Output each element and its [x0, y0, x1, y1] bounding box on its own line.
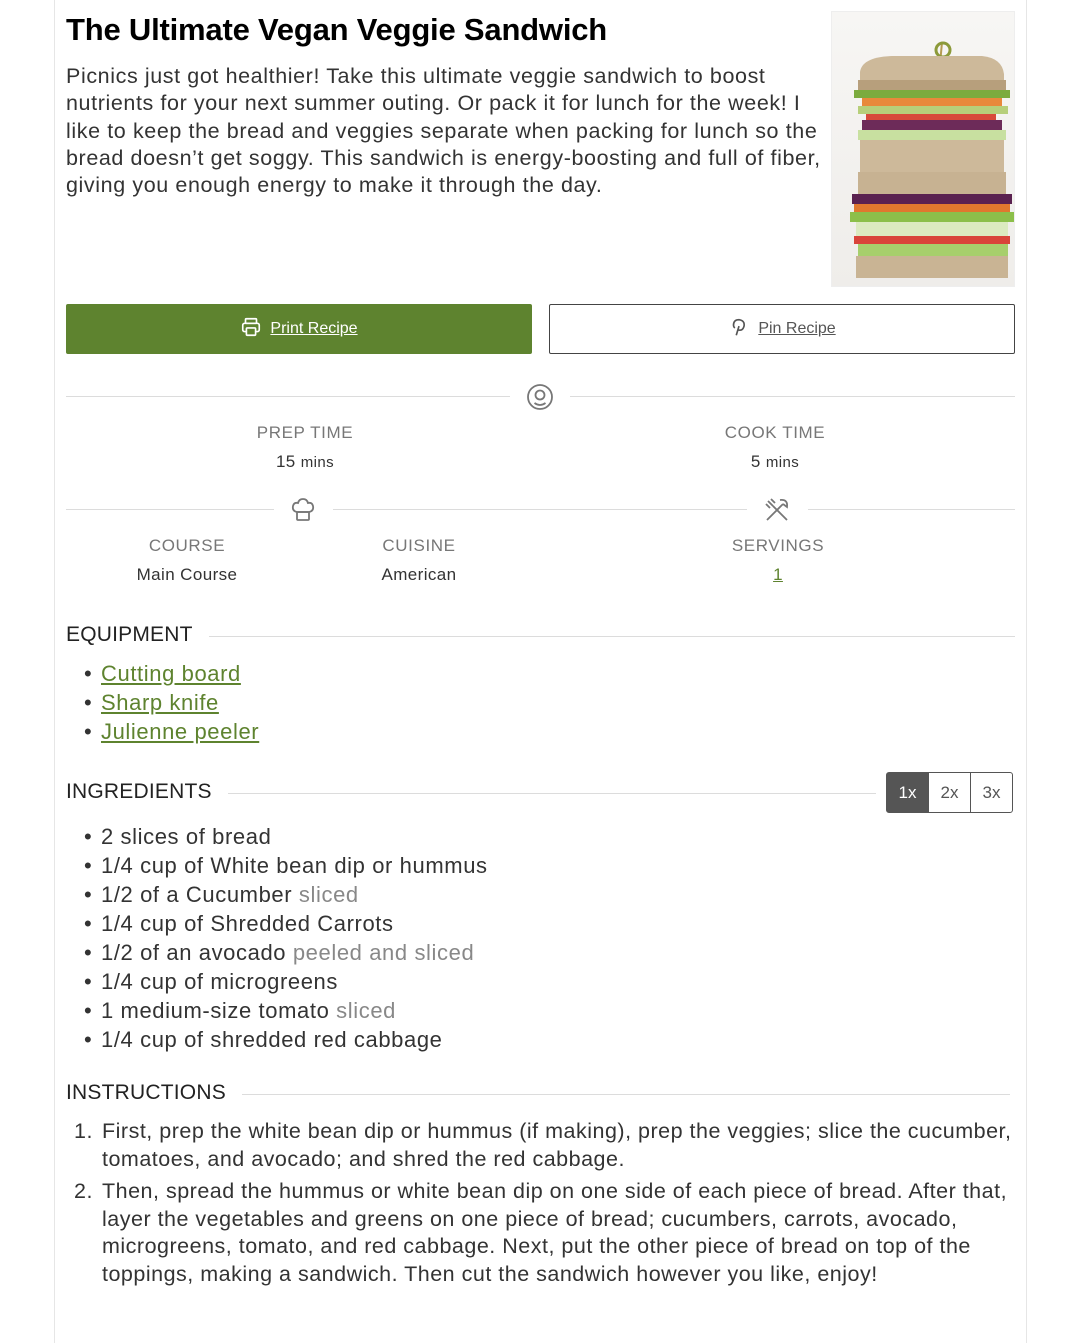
print-recipe-label: Print Recipe: [270, 320, 358, 337]
course-label: COURSE: [148, 536, 226, 555]
step-number: 1.: [74, 1119, 93, 1143]
multiplier-1x-button[interactable]: 1x: [886, 772, 929, 813]
cook-time-value: 5: [750, 452, 761, 471]
multiplier-3x-button[interactable]: 3x: [970, 772, 1013, 813]
recipe-image: [831, 11, 1015, 287]
pin-recipe-label: Pin Recipe: [758, 320, 836, 337]
cuisine-value: American: [381, 565, 457, 584]
equipment-heading: EQUIPMENT: [66, 623, 209, 647]
cook-time: [675, 423, 875, 472]
tags-divider-2: [333, 509, 747, 510]
recipe-summary: Picnics just got healthier! Take this ultimate veggie sandwich to boost nutrients for your next summer outing. Or pack it for lunch for the week! I like to keep the bread and veggies separate when packing for lunch so the bread doesn’t get soggy. This sandwich is energy-boosting and full of fiber, giving you enough energy to make it through the day.: [66, 64, 821, 198]
equipment-link[interactable]: Cutting board: [101, 661, 241, 686]
prep-time-value: 15: [275, 452, 296, 471]
sandwich-photo: [832, 12, 1015, 287]
servings-label: SERVINGS: [731, 536, 825, 555]
list-item: [84, 719, 259, 748]
course: [97, 536, 277, 585]
ingredient-note: peeled and sliced: [292, 940, 475, 965]
step-number: 2.: [74, 1179, 93, 1203]
multiplier-2x-button[interactable]: 2x: [928, 772, 971, 813]
list-item: • 1 medium-size tomato sliced: [84, 998, 488, 1027]
cook-time-unit: mins: [765, 454, 800, 471]
course-value: Main Course: [136, 565, 238, 584]
prep-time-label: PREP TIME: [256, 423, 354, 442]
equipment-list: [84, 661, 259, 748]
instructions-list: [74, 1118, 1019, 1293]
list-item: • 1/2 of a Cucumber sliced: [84, 882, 488, 911]
list-item: • 1/4 cup of Shredded Carrots: [84, 911, 488, 940]
ingredient-note: sliced: [298, 882, 359, 907]
instruction-step: [74, 1178, 1019, 1288]
servings-value[interactable]: 1: [773, 565, 783, 584]
cuisine: [329, 536, 509, 585]
tags-divider-3: [808, 509, 1015, 510]
servings: [688, 536, 868, 585]
cook-time-label: COOK TIME: [724, 423, 826, 442]
timer-icon: [525, 382, 555, 412]
chef-hat-icon: [288, 495, 318, 525]
pinterest-icon: [728, 316, 750, 343]
list-item: [84, 661, 259, 690]
time-divider-left: [66, 396, 510, 397]
pin-recipe-button[interactable]: [549, 304, 1015, 354]
ingredients-heading: INGREDIENTS: [66, 780, 228, 804]
list-item: [84, 690, 259, 719]
instruction-step: [74, 1118, 1019, 1173]
list-item: • 1/2 of an avocado peeled and sliced: [84, 940, 488, 969]
prep-time-unit: mins: [300, 454, 335, 471]
list-item: • 1/4 cup of shredded red cabbage: [84, 1027, 488, 1056]
prep-time: [205, 423, 405, 472]
print-recipe-button[interactable]: [66, 304, 532, 354]
equipment-link[interactable]: Julienne peeler: [101, 719, 260, 744]
ingredients-list: [84, 824, 488, 1056]
step-text: Then, spread the hummus or white bean dip on one side of each piece of bread. After that, layer the vegetables and greens on one piece of bread; cucumbers, carrots, avocado, microgreens, tomato, and red cabbage. Next, put the other piece of bread on top of the toppings, making a sandwich. Then cut the sandwich however you like, enjoy!: [102, 1179, 1008, 1286]
list-item: • 2 slices of bread: [84, 824, 488, 853]
cuisine-label: CUISINE: [382, 536, 456, 555]
ingredient-note: sliced: [336, 998, 396, 1023]
recipe-title: The Ultimate Vegan Veggie Sandwich: [66, 12, 608, 47]
fork-knife-icon: [762, 495, 792, 525]
step-text: First, prep the white bean dip or hummus (if making), prep the veggies; slice the cucumber, tomatoes, and avocado; and shred the red cabbage.: [102, 1119, 1012, 1171]
tags-divider-1: [66, 509, 274, 510]
instructions-heading: INSTRUCTIONS: [66, 1081, 242, 1105]
time-divider-right: [570, 396, 1015, 397]
servings-multiplier: [886, 772, 1013, 813]
printer-icon: [240, 316, 262, 343]
list-item: • 1/4 cup of White bean dip or hummus: [84, 853, 488, 882]
equipment-link[interactable]: Sharp knife: [101, 690, 219, 715]
list-item: • 1/4 cup of microgreens: [84, 969, 488, 998]
